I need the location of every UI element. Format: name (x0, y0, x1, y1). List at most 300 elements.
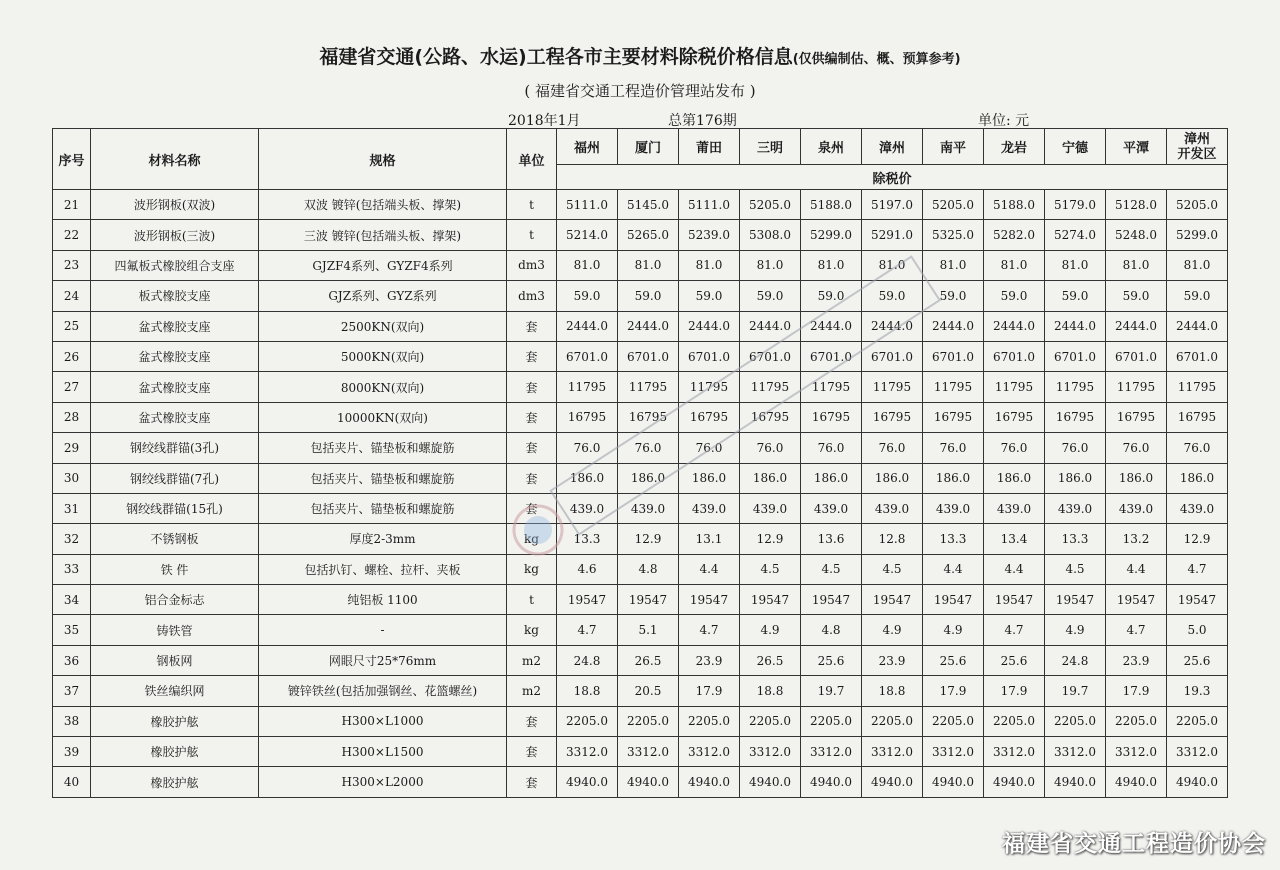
price-cell: 81.0 (984, 250, 1045, 280)
price-cell: 19547 (740, 585, 801, 615)
price-cell: 186.0 (801, 463, 862, 493)
price-cell: 76.0 (984, 433, 1045, 463)
material-spec: 包括夹片、锚垫板和螺旋筋 (259, 433, 507, 463)
price-cell: 4.4 (923, 554, 984, 584)
material-spec: 2500KN(双向) (259, 311, 507, 341)
price-cell: 16795 (1167, 402, 1228, 432)
price-cell: 13.3 (923, 524, 984, 554)
price-cell: 6701.0 (801, 341, 862, 371)
row-number: 36 (53, 645, 91, 675)
price-cell: 2444.0 (801, 311, 862, 341)
material-unit: t (507, 585, 557, 615)
material-unit: m2 (507, 645, 557, 675)
table-row (53, 190, 1228, 220)
price-cell: 18.8 (557, 676, 618, 706)
price-cell: 4.7 (1106, 615, 1167, 645)
price-cell: 4.6 (557, 554, 618, 584)
row-number: 23 (53, 250, 91, 280)
price-cell: 186.0 (618, 463, 679, 493)
header-city: 龙岩 (984, 129, 1045, 165)
row-number: 31 (53, 493, 91, 523)
price-cell: 76.0 (801, 433, 862, 463)
price-cell: 4.4 (984, 554, 1045, 584)
material-spec: 双波 镀锌(包括端头板、撑架) (259, 190, 507, 220)
price-cell: 439.0 (679, 493, 740, 523)
material-spec: GJZ系列、GYZ系列 (259, 281, 507, 311)
price-cell: 2205.0 (618, 706, 679, 736)
price-cell: 59.0 (801, 281, 862, 311)
price-cell: 5291.0 (862, 220, 923, 250)
price-cell: 25.6 (923, 645, 984, 675)
price-cell: 2205.0 (862, 706, 923, 736)
price-cell: 4.9 (923, 615, 984, 645)
row-number: 37 (53, 676, 91, 706)
price-cell: 13.3 (557, 524, 618, 554)
price-cell: 16795 (740, 402, 801, 432)
header-city: 漳州 (862, 129, 923, 165)
material-unit: 套 (507, 402, 557, 432)
price-cell: 4940.0 (1045, 767, 1106, 797)
material-unit: t (507, 220, 557, 250)
price-cell: 16795 (1045, 402, 1106, 432)
price-cell: 5145.0 (618, 190, 679, 220)
price-cell: 5205.0 (740, 190, 801, 220)
price-cell: 59.0 (618, 281, 679, 311)
price-cell: 24.8 (557, 645, 618, 675)
price-cell: 81.0 (1106, 250, 1167, 280)
document-subtitle: ( 福建省交通工程造价管理站发布 ) (524, 82, 756, 100)
price-cell: 20.5 (618, 676, 679, 706)
price-cell: 19547 (923, 585, 984, 615)
price-cell: 11795 (984, 372, 1045, 402)
price-cell: 13.1 (679, 524, 740, 554)
price-cell: 11795 (801, 372, 862, 402)
material-name: 铸铁管 (91, 615, 259, 645)
price-cell: 81.0 (740, 250, 801, 280)
price-cell: 5299.0 (801, 220, 862, 250)
price-cell: 4.5 (1045, 554, 1106, 584)
price-cell: 5274.0 (1045, 220, 1106, 250)
price-cell: 6701.0 (618, 341, 679, 371)
price-cell: 186.0 (1106, 463, 1167, 493)
price-cell: 59.0 (557, 281, 618, 311)
price-cell: 24.8 (1045, 645, 1106, 675)
price-cell: 59.0 (923, 281, 984, 311)
table-row (53, 524, 1228, 554)
price-cell: 13.6 (801, 524, 862, 554)
price-cell: 439.0 (740, 493, 801, 523)
price-cell: 5197.0 (862, 190, 923, 220)
price-cell: 4940.0 (1167, 767, 1228, 797)
price-cell: 3312.0 (923, 737, 984, 767)
price-cell: 439.0 (862, 493, 923, 523)
price-cell: 11795 (618, 372, 679, 402)
price-cell: 16795 (984, 402, 1045, 432)
price-cell: 186.0 (557, 463, 618, 493)
header-city: 宁德 (1045, 129, 1106, 165)
row-number: 39 (53, 737, 91, 767)
price-cell: 16795 (1106, 402, 1167, 432)
price-cell: 11795 (1045, 372, 1106, 402)
price-cell: 3312.0 (862, 737, 923, 767)
price-cell: 12.9 (740, 524, 801, 554)
price-cell: 4.7 (984, 615, 1045, 645)
material-name: 盆式橡胶支座 (91, 402, 259, 432)
price-cell: 439.0 (801, 493, 862, 523)
material-spec: 网眼尺寸25*76mm (259, 645, 507, 675)
price-cell: 5214.0 (557, 220, 618, 250)
price-cell: 76.0 (618, 433, 679, 463)
price-cell: 2444.0 (984, 311, 1045, 341)
table-row (53, 585, 1228, 615)
price-cell: 59.0 (679, 281, 740, 311)
price-cell: 81.0 (862, 250, 923, 280)
issue-date: 2018年1月 (508, 113, 581, 129)
price-cell: 4.5 (862, 554, 923, 584)
price-cell: 76.0 (1106, 433, 1167, 463)
header-city: 三明 (740, 129, 801, 165)
price-cell: 439.0 (923, 493, 984, 523)
price-cell: 6701.0 (1167, 341, 1228, 371)
table-row (53, 463, 1228, 493)
material-unit: kg (507, 615, 557, 645)
material-unit: 套 (507, 311, 557, 341)
material-unit: dm3 (507, 281, 557, 311)
price-cell: 2205.0 (740, 706, 801, 736)
price-cell: 2444.0 (1167, 311, 1228, 341)
price-cell: 81.0 (801, 250, 862, 280)
price-cell: 5179.0 (1045, 190, 1106, 220)
material-unit: 套 (507, 737, 557, 767)
price-cell: 59.0 (740, 281, 801, 311)
price-cell: 81.0 (1045, 250, 1106, 280)
price-cell: 4.7 (1167, 554, 1228, 584)
price-cell: 2205.0 (923, 706, 984, 736)
price-cell: 12.9 (618, 524, 679, 554)
price-cell: 76.0 (923, 433, 984, 463)
price-cell: 4.9 (862, 615, 923, 645)
price-cell: 186.0 (1167, 463, 1228, 493)
price-cell: 19547 (618, 585, 679, 615)
price-cell: 2444.0 (618, 311, 679, 341)
header-spec: 规格 (259, 129, 507, 190)
header-city-zhangzhou-dev (1167, 129, 1228, 165)
table-row (53, 767, 1228, 797)
price-cell: 26.5 (740, 645, 801, 675)
material-spec: 三波 镀锌(包括端头板、撑架) (259, 220, 507, 250)
price-cell: 2444.0 (923, 311, 984, 341)
title-note: (仅供编制估、概、预算参考) (792, 52, 961, 67)
material-unit: 套 (507, 433, 557, 463)
price-cell: 5.1 (618, 615, 679, 645)
material-name: 盆式橡胶支座 (91, 341, 259, 371)
price-cell: 4940.0 (923, 767, 984, 797)
price-cell: 17.9 (984, 676, 1045, 706)
material-name: 橡胶护舷 (91, 706, 259, 736)
table-row (53, 493, 1228, 523)
price-cell: 3312.0 (1045, 737, 1106, 767)
material-name: 板式橡胶支座 (91, 281, 259, 311)
price-cell: 5239.0 (679, 220, 740, 250)
price-cell: 2205.0 (679, 706, 740, 736)
row-number: 34 (53, 585, 91, 615)
price-cell: 2444.0 (557, 311, 618, 341)
price-cell: 4940.0 (984, 767, 1045, 797)
price-cell: 3312.0 (1106, 737, 1167, 767)
price-cell: 19547 (984, 585, 1045, 615)
price-cell: 6701.0 (862, 341, 923, 371)
price-cell: 16795 (618, 402, 679, 432)
header-no: 序号 (53, 129, 91, 190)
price-cell: 4.7 (557, 615, 618, 645)
header-unit: 单位 (507, 129, 557, 190)
table-row (53, 433, 1228, 463)
price-cell: 2205.0 (1167, 706, 1228, 736)
price-cell: 81.0 (557, 250, 618, 280)
price-cell: 59.0 (1045, 281, 1106, 311)
price-cell: 6701.0 (1045, 341, 1106, 371)
price-cell: 18.8 (862, 676, 923, 706)
price-cell: 16795 (801, 402, 862, 432)
price-cell: 16795 (923, 402, 984, 432)
header-city: 平潭 (1106, 129, 1167, 165)
price-cell: 186.0 (740, 463, 801, 493)
material-unit: 套 (507, 341, 557, 371)
price-cell: 5111.0 (557, 190, 618, 220)
table-row (53, 250, 1228, 280)
price-cell: 5205.0 (923, 190, 984, 220)
price-cell: 186.0 (923, 463, 984, 493)
material-name: 波形钢板(双波) (91, 190, 259, 220)
price-cell: 3312.0 (984, 737, 1045, 767)
material-name: 钢板网 (91, 645, 259, 675)
material-spec: 厚度2-3mm (259, 524, 507, 554)
title-main: 福建省交通(公路、水运)工程各市主要材料除税价格信息 (319, 46, 793, 68)
price-cell: 3312.0 (679, 737, 740, 767)
price-cell: 4940.0 (679, 767, 740, 797)
header-city: 厦门 (618, 129, 679, 165)
price-cell: 19.7 (1045, 676, 1106, 706)
price-cell: 76.0 (557, 433, 618, 463)
document-title (0, 42, 1280, 69)
price-table (52, 128, 1228, 798)
table-row (53, 281, 1228, 311)
currency-unit: 单位: 元 (978, 113, 1030, 129)
material-name: 橡胶护舷 (91, 737, 259, 767)
material-name: 四氟板式橡胶组合支座 (91, 250, 259, 280)
table-row (53, 645, 1228, 675)
table-row (53, 737, 1228, 767)
material-spec: 纯铝板 1100 (259, 585, 507, 615)
price-cell: 18.8 (740, 676, 801, 706)
price-cell: 81.0 (1167, 250, 1228, 280)
price-cell: 13.2 (1106, 524, 1167, 554)
price-cell: 4940.0 (740, 767, 801, 797)
price-cell: 12.9 (1167, 524, 1228, 554)
table-row (53, 554, 1228, 584)
price-cell: 3312.0 (1167, 737, 1228, 767)
price-cell: 13.3 (1045, 524, 1106, 554)
row-number: 38 (53, 706, 91, 736)
price-cell: 3312.0 (740, 737, 801, 767)
price-cell: 186.0 (1045, 463, 1106, 493)
price-cell: 26.5 (618, 645, 679, 675)
material-name: 橡胶护舷 (91, 767, 259, 797)
price-cell: 2205.0 (557, 706, 618, 736)
table-row (53, 372, 1228, 402)
price-cell: 19.7 (801, 676, 862, 706)
material-unit: dm3 (507, 250, 557, 280)
price-cell: 3312.0 (557, 737, 618, 767)
price-cell: 5128.0 (1106, 190, 1167, 220)
price-cell: 11795 (862, 372, 923, 402)
price-cell: 76.0 (740, 433, 801, 463)
material-unit: 套 (507, 493, 557, 523)
price-cell: 5205.0 (1167, 190, 1228, 220)
price-cell: 2444.0 (1106, 311, 1167, 341)
price-cell: 11795 (740, 372, 801, 402)
material-name: 钢绞线群锚(7孔) (91, 463, 259, 493)
row-number: 28 (53, 402, 91, 432)
table-row (53, 402, 1228, 432)
price-cell: 19547 (557, 585, 618, 615)
material-name: 钢绞线群锚(15孔) (91, 493, 259, 523)
material-spec: 10000KN(双向) (259, 402, 507, 432)
price-cell: 439.0 (557, 493, 618, 523)
price-cell: 2205.0 (984, 706, 1045, 736)
material-unit: kg (507, 554, 557, 584)
material-unit: kg (507, 524, 557, 554)
price-cell: 76.0 (1045, 433, 1106, 463)
row-number: 32 (53, 524, 91, 554)
header-city: 莆田 (679, 129, 740, 165)
price-cell: 59.0 (1106, 281, 1167, 311)
price-cell: 5282.0 (984, 220, 1045, 250)
material-name: 不锈钢板 (91, 524, 259, 554)
material-unit: 套 (507, 706, 557, 736)
issue-number: 总第176期 (668, 113, 737, 129)
price-cell: 4940.0 (618, 767, 679, 797)
material-unit: 套 (507, 767, 557, 797)
price-cell: 76.0 (1167, 433, 1228, 463)
price-cell: 6701.0 (557, 341, 618, 371)
header-city-line1: 漳州 (1183, 131, 1210, 147)
price-cell: 19547 (801, 585, 862, 615)
price-cell: 4.8 (618, 554, 679, 584)
header-price-group: 除税价 (557, 165, 1228, 190)
price-cell: 4.9 (1045, 615, 1106, 645)
price-cell: 2205.0 (1106, 706, 1167, 736)
price-cell: 5188.0 (984, 190, 1045, 220)
price-cell: 25.6 (801, 645, 862, 675)
material-spec: 5000KN(双向) (259, 341, 507, 371)
price-cell: 4.9 (740, 615, 801, 645)
price-cell: 4.4 (679, 554, 740, 584)
material-unit: t (507, 190, 557, 220)
price-cell: 17.9 (923, 676, 984, 706)
price-cell: 81.0 (923, 250, 984, 280)
price-cell: 11795 (679, 372, 740, 402)
material-spec: H300×L2000 (259, 767, 507, 797)
price-cell: 5188.0 (801, 190, 862, 220)
material-spec: 包括夹片、锚垫板和螺旋筋 (259, 493, 507, 523)
price-cell: 5.0 (1167, 615, 1228, 645)
row-number: 40 (53, 767, 91, 797)
row-number: 21 (53, 190, 91, 220)
row-number: 26 (53, 341, 91, 371)
row-number: 27 (53, 372, 91, 402)
price-cell: 2444.0 (679, 311, 740, 341)
price-cell: 439.0 (1106, 493, 1167, 523)
table-row (53, 706, 1228, 736)
price-cell: 12.8 (862, 524, 923, 554)
material-spec: H300×L1500 (259, 737, 507, 767)
price-cell: 81.0 (679, 250, 740, 280)
price-cell: 19.3 (1167, 676, 1228, 706)
price-cell: 186.0 (862, 463, 923, 493)
material-spec: 包括夹片、锚垫板和螺旋筋 (259, 463, 507, 493)
price-cell: 5325.0 (923, 220, 984, 250)
price-cell: 4.5 (740, 554, 801, 584)
price-cell: 5299.0 (1167, 220, 1228, 250)
row-number: 29 (53, 433, 91, 463)
material-spec: 8000KN(双向) (259, 372, 507, 402)
price-cell: 59.0 (1167, 281, 1228, 311)
price-cell: 5308.0 (740, 220, 801, 250)
price-cell: 186.0 (679, 463, 740, 493)
header-city: 泉州 (801, 129, 862, 165)
material-spec: 镀锌铁丝(包括加强钢丝、花篮螺丝) (259, 676, 507, 706)
material-name: 盆式橡胶支座 (91, 372, 259, 402)
price-cell: 4.8 (801, 615, 862, 645)
header-name: 材料名称 (91, 129, 259, 190)
price-cell: 5265.0 (618, 220, 679, 250)
row-number: 22 (53, 220, 91, 250)
price-cell: 4940.0 (801, 767, 862, 797)
price-cell: 25.6 (984, 645, 1045, 675)
price-cell: 16795 (557, 402, 618, 432)
material-unit: m2 (507, 676, 557, 706)
price-cell: 76.0 (862, 433, 923, 463)
price-cell: 19547 (862, 585, 923, 615)
material-spec: H300×L1000 (259, 706, 507, 736)
material-unit: 套 (507, 372, 557, 402)
table-body (53, 190, 1228, 798)
price-cell: 4.4 (1106, 554, 1167, 584)
price-cell: 2444.0 (1045, 311, 1106, 341)
material-name: 钢绞线群锚(3孔) (91, 433, 259, 463)
header-city-line2: 开发区 (1177, 146, 1217, 162)
price-cell: 19547 (1167, 585, 1228, 615)
price-cell: 439.0 (984, 493, 1045, 523)
price-cell: 76.0 (679, 433, 740, 463)
price-cell: 11795 (1106, 372, 1167, 402)
price-cell: 3312.0 (801, 737, 862, 767)
price-cell: 2444.0 (740, 311, 801, 341)
price-cell: 23.9 (1106, 645, 1167, 675)
material-name: 铁 件 (91, 554, 259, 584)
price-cell: 6701.0 (923, 341, 984, 371)
price-cell: 4940.0 (557, 767, 618, 797)
price-cell: 11795 (557, 372, 618, 402)
material-spec: - (259, 615, 507, 645)
price-cell: 4940.0 (862, 767, 923, 797)
price-cell: 439.0 (1167, 493, 1228, 523)
footer-association-name: 福建省交通工程造价协会 (1002, 831, 1266, 857)
price-cell: 2205.0 (801, 706, 862, 736)
table-row (53, 220, 1228, 250)
material-name: 铁丝编织网 (91, 676, 259, 706)
